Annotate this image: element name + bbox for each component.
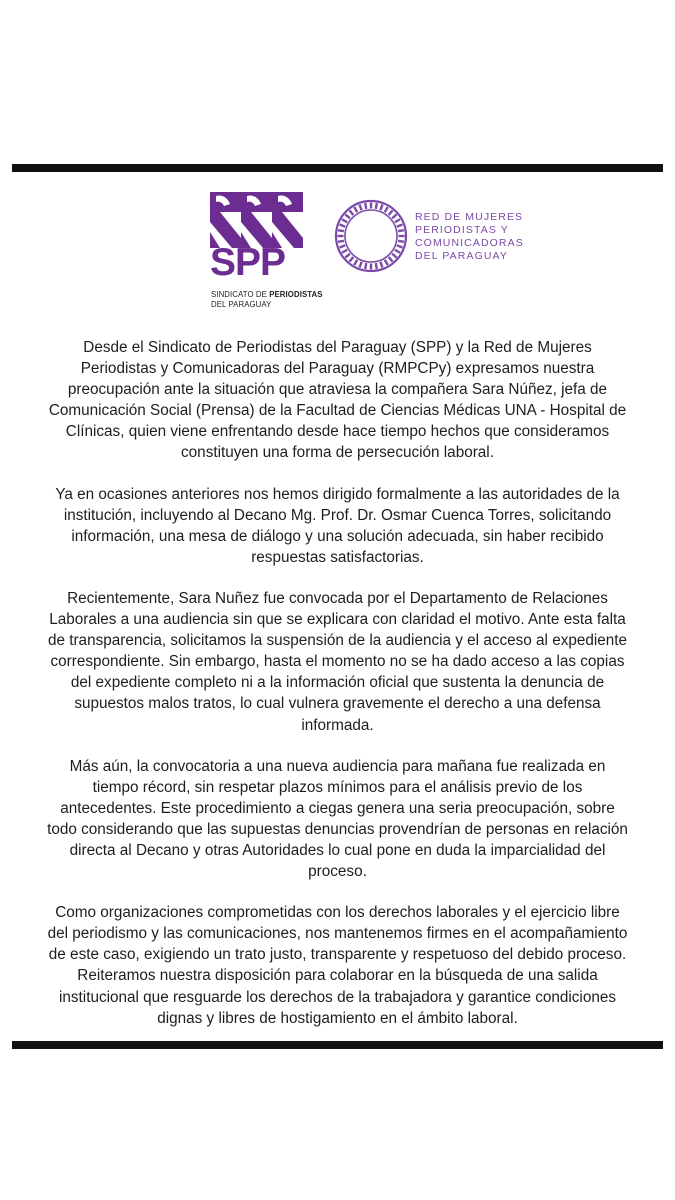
emblem-tick (397, 245, 403, 247)
emblem-tick (360, 262, 362, 268)
rmpcpy-logo (333, 198, 553, 278)
emblem-tick (398, 230, 404, 231)
emblem-tick (360, 205, 362, 211)
statement-body (46, 337, 629, 1049)
top-divider (12, 164, 663, 172)
paragraph: Ya en ocasiones anteriores nos hemos dirigido formalmente a las autoridades de la institución, incluyendo al Decano Mg. Prof. Dr. Osmar Cuenca Torres, solicitando información, una mesa de diálogo y una solución adecuada, sin haber recibido respuestas satisfactorias. (55, 485, 620, 566)
paragraph: Recientemente, Sara Nuñez fue convocada por el Departamento de Relaciones Laborales a una audiencia sin que se explicara con claridad el motivo. Ante esta falta de transparencia, solicitamos la suspensión de la audiencia y el acceso al expediente correspondiente. Sin embargo, hasta el momento no se ha dado acceso a las copias del expediente completo ni a la información oficial que sustenta la denuncia de supuestos malos tratos, lo cual vulnera gravemente el derecho a una defensa informada. (47, 589, 628, 734)
spp-logo (210, 192, 323, 317)
emblem-tick (389, 257, 393, 262)
emblem-tick (354, 260, 357, 265)
emblem-tick (342, 250, 347, 253)
emblem-tick (365, 263, 366, 269)
emblem-tick (345, 254, 350, 258)
emblem-tick (376, 203, 377, 209)
emblem-tick (389, 210, 393, 215)
logos-header (0, 192, 675, 322)
rmpcpy-name (415, 211, 524, 263)
emblem-tick (380, 205, 382, 211)
emblem-tick (345, 214, 350, 218)
emblem-tick (349, 210, 353, 215)
emblem-tick (342, 219, 347, 222)
emblem-tick (385, 260, 388, 265)
rmpcpy-name-line: DEL PARAGUAY (415, 250, 508, 262)
emblem-tick (398, 241, 404, 242)
rmpcpy-name-line: COMUNICADORAS (415, 237, 524, 249)
emblem-tick (340, 225, 346, 227)
bottom-divider (12, 1041, 663, 1049)
paragraph: Desde el Sindicato de Periodistas del Paraguay (SPP) y la Red de Mujeres Periodistas y Comunicadoras del Paraguay (RMPCPy) expresamos nuestra preocupación ante la situación que atraviesa la compañera Sara Núñez, jefa de Comunicación Social (Prensa) de la Facultad de Ciencias Médicas UNA - Hospital de Clínicas, quien viene enfrentando desde hace tiempo hechos que consideramos constituyen una forma de persecución laboral. (48, 339, 627, 462)
emblem-tick (376, 263, 377, 269)
emblem-tick (397, 225, 403, 227)
paragraph: Más aún, la convocatoria a una nueva audiencia para mañana fue realizada en tiempo récord, sin respetar plazos mínimos para el análisis previo de los antecedentes. Este procedimiento a ciegas genera una seria preocupación, sobre todo considerando que las supuestas denuncias provendrían de personas en relación directa al Decano y otras Autoridades lo cual pone en duda la imparcialidad del proceso. (47, 757, 628, 881)
spp-acronym: SPP (210, 241, 286, 284)
emblem-tick (380, 262, 382, 268)
spp-hands-icon (210, 192, 303, 248)
emblem-tick (392, 254, 397, 258)
emblem-tick (365, 203, 366, 209)
spp-full-name: SINDICATO DE PERIODISTAS DEL PARAGUAY (211, 290, 323, 309)
emblem-tick (349, 257, 353, 262)
emblem-tick (385, 207, 388, 212)
rmpcpy-name-line: PERIODISTAS Y (415, 224, 509, 236)
emblem-tick (395, 219, 400, 222)
emblem-tick (395, 250, 400, 253)
emblem-tick (338, 230, 344, 231)
rmpcpy-name-line: RED DE MUJERES (415, 211, 524, 223)
paragraph: Como organizaciones comprometidas con los derechos laborales y el ejercicio libre del periodismo y las comunicaciones, nos mantenemos firmes en el acompañamiento de este caso, exigiendo un trato justo, transparente y respetuoso del debido proceso. Reiteramos nuestra disposición para colaborar en la búsqueda de una salida institucional que resguarde los derechos de la trabajadora y garantice condiciones dignas y libres de hostigamiento en el ámbito laboral. (47, 904, 628, 1027)
emblem-tick (340, 245, 346, 247)
emblem-tick (392, 214, 397, 218)
emblem-tick (338, 241, 344, 242)
circular-emblem-icon (333, 198, 409, 274)
emblem-tick (354, 207, 357, 212)
